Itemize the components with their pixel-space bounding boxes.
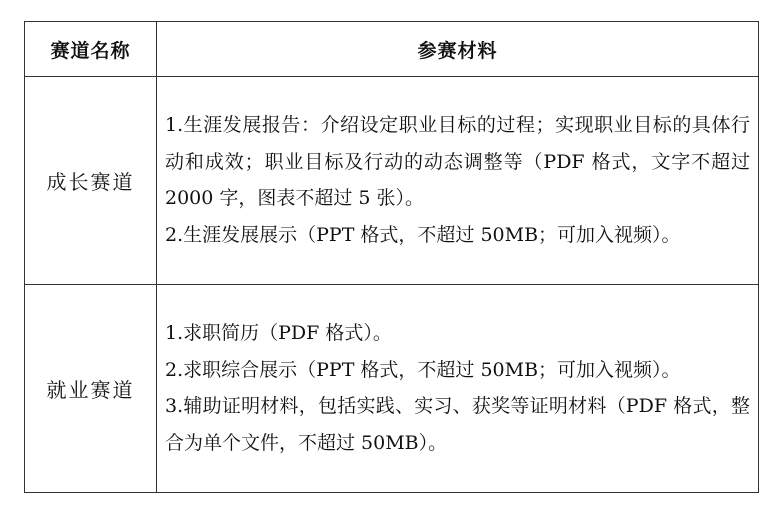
materials-employment (157, 285, 759, 493)
header-materials: 参赛材料 (157, 22, 759, 77)
competition-materials-table (24, 21, 759, 493)
track-name-growth: 成长赛道 (25, 77, 157, 285)
material-item: 1.生涯发展报告：介绍设定职业目标的过程；实现职业目标的具体行动和成效；职业目标及行动的动态调整等（PDF 格式，文字不超过 2000 字，图表不超过 5 张）。 (165, 114, 750, 209)
header-track-name: 赛道名称 (25, 22, 157, 77)
material-item: 3.辅助证明材料，包括实践、实习、获奖等证明材料（PDF 格式，整合为单个文件，不超过 50MB）。 (165, 395, 750, 454)
material-item: 1.求职简历（PDF 格式）。 (165, 322, 392, 344)
material-item: 2.生涯发展展示（PPT 格式，不超过 50MB；可加入视频）。 (165, 223, 681, 246)
table-row (25, 77, 759, 285)
materials-growth (157, 77, 759, 285)
table-header-row (25, 22, 759, 77)
material-item: 2.求职综合展示（PPT 格式，不超过 50MB；可加入视频）。 (165, 358, 681, 381)
table-row (25, 285, 759, 493)
track-name-employment: 就业赛道 (25, 285, 157, 493)
